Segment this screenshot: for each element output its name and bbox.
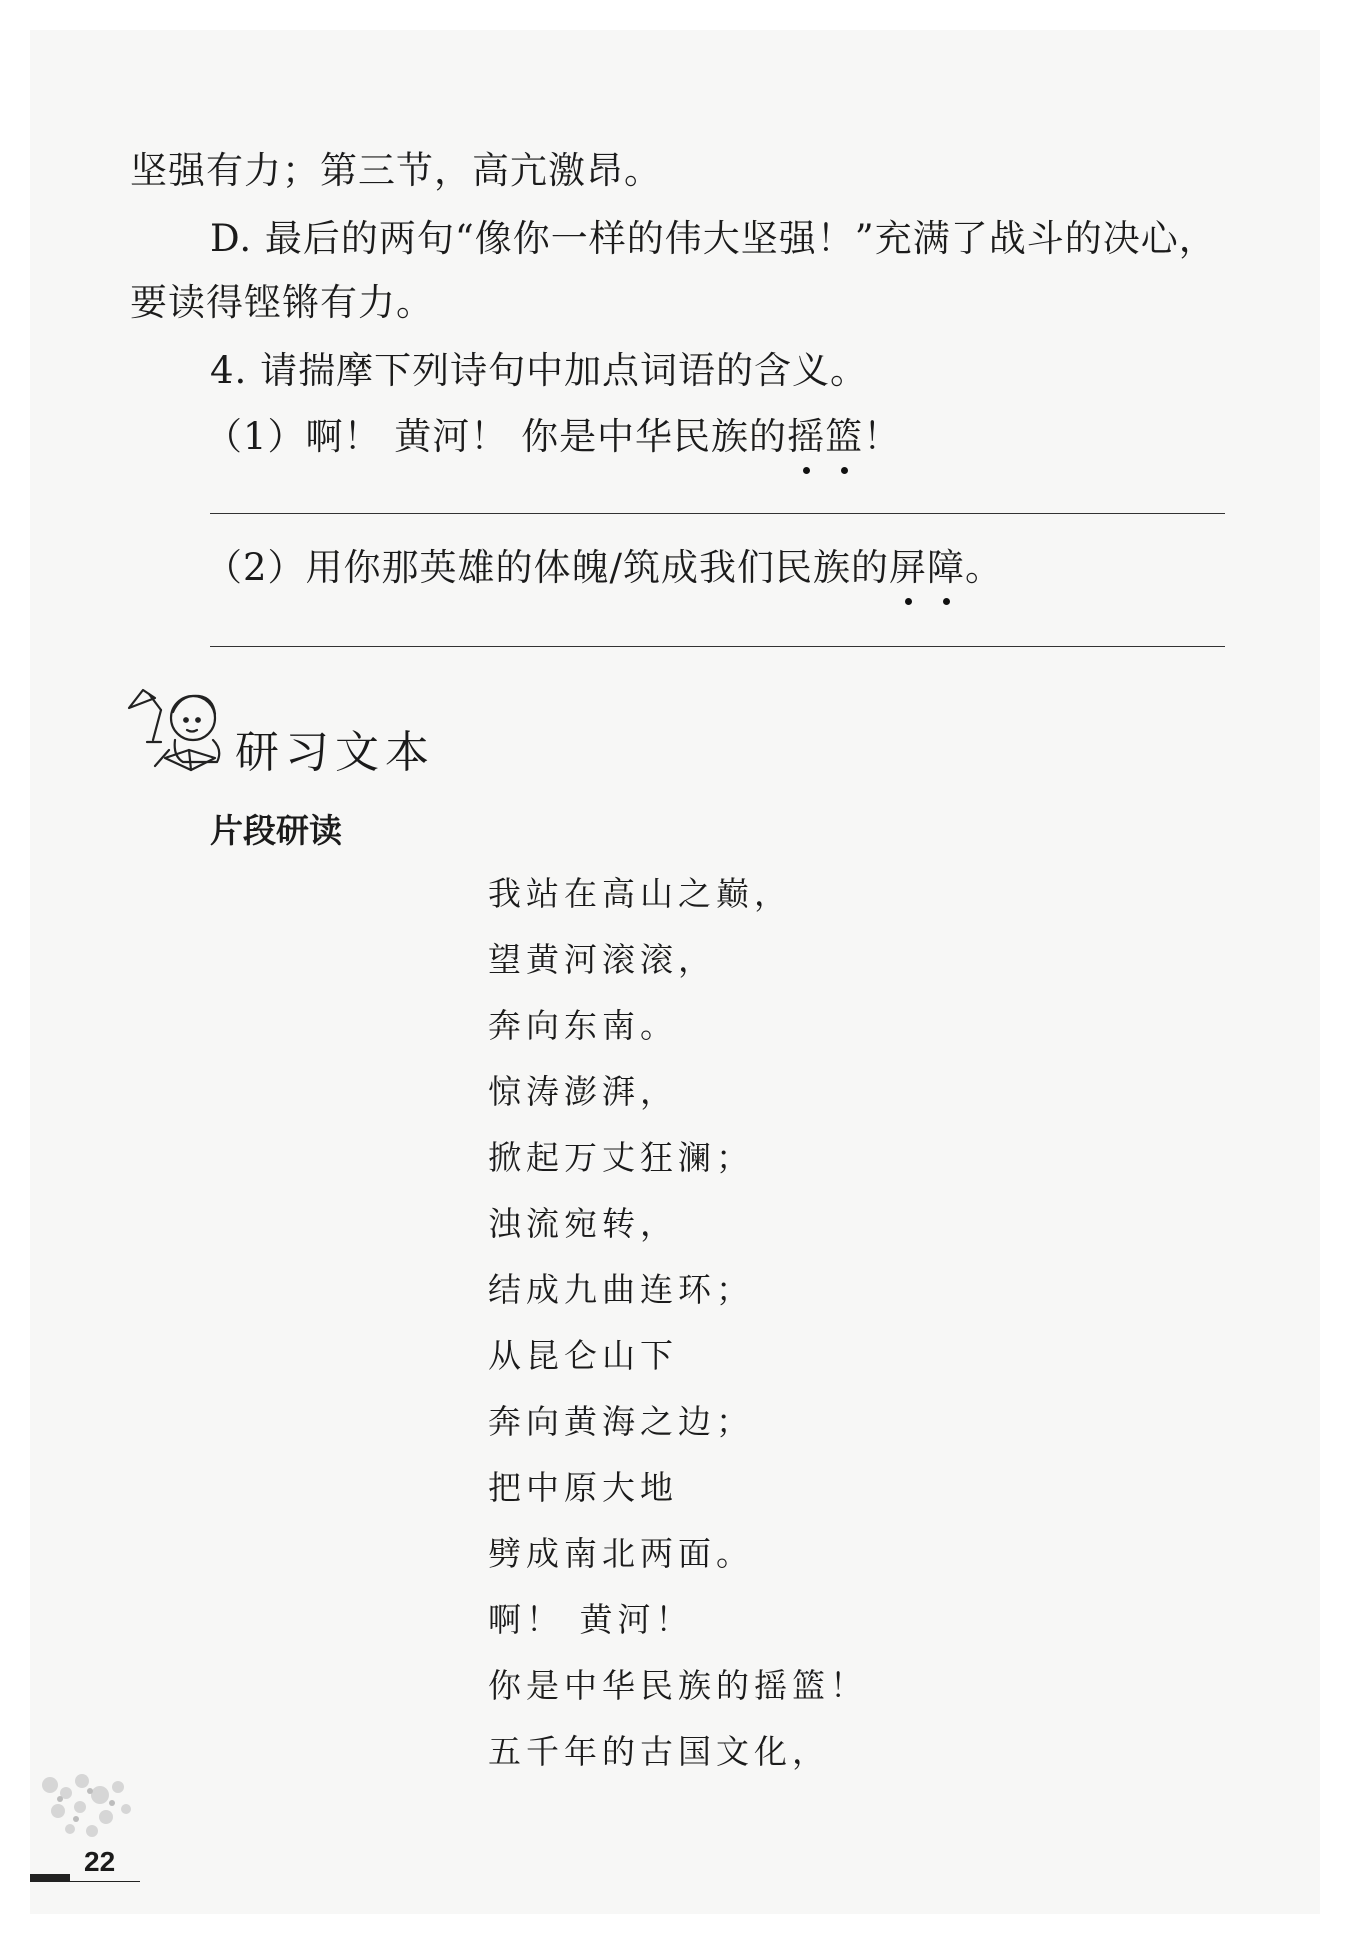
footer-bar [30,1874,70,1882]
footer-rule [70,1881,140,1882]
poem-line: 结成九曲连环； [488,1270,754,1309]
section-subtitle: 片段研读 [210,811,342,850]
option-d-line1: D. 最后的两句“像你一样的伟大坚强！”充满了战斗的决心， [210,217,1217,260]
item-2-prefix: （2）用你那英雄的体魄/筑成我们民族的 [205,546,890,589]
question-4-prompt: 4. 请揣摩下列诗句中加点词语的含义。 [210,349,869,392]
poem-line: 望黄河滚滚， [488,940,716,979]
answer-line-2[interactable] [210,646,1225,647]
poem-line: 奔向黄海之边； [488,1402,754,1441]
poem-line: 奔向东南。 [488,1006,678,1045]
item-2-emphasis-char-1: 屏 [889,537,927,591]
item-2-suffix: 。 [965,546,1004,589]
item-1-emphasis-char-2: 篮 [825,406,863,460]
item-1-emphasis-char-1: 摇 [787,406,825,460]
item-1-prefix: （1）啊！ 黄河！ 你是中华民族的 [205,415,788,458]
poem-line: 啊！ 黄河！ [488,1600,694,1639]
poem-line: 惊涛澎湃， [488,1072,678,1111]
item-1-suffix: ！ [863,415,902,458]
answer-line-1[interactable] [210,513,1225,514]
item-2-emphasis-char-2: 障 [927,537,965,591]
poem-line: 你是中华民族的摇篮！ [488,1666,868,1705]
poem-line: 我站在高山之巅， [488,874,792,913]
poem-line: 掀起万丈狂澜； [488,1138,754,1177]
section-title: 研习文本 [235,727,435,778]
page-number: 22 [84,1846,116,1877]
option-d-line2: 要读得铿锵有力。 [130,281,434,324]
poem-line: 把中原大地 [488,1468,678,1507]
poem-line: 从昆仑山下 [488,1336,678,1375]
poem-line: 五千年的古国文化， [488,1732,830,1771]
student-reading-icon [125,680,235,780]
text-line-continuation: 坚强有力；第三节，高亢激昂。 [130,149,662,192]
poem-line: 浊流宛转， [488,1204,678,1243]
question-4-item-1 [205,406,901,460]
poem-line: 劈成南北两面。 [488,1534,754,1573]
question-4-item-2 [205,537,1003,591]
